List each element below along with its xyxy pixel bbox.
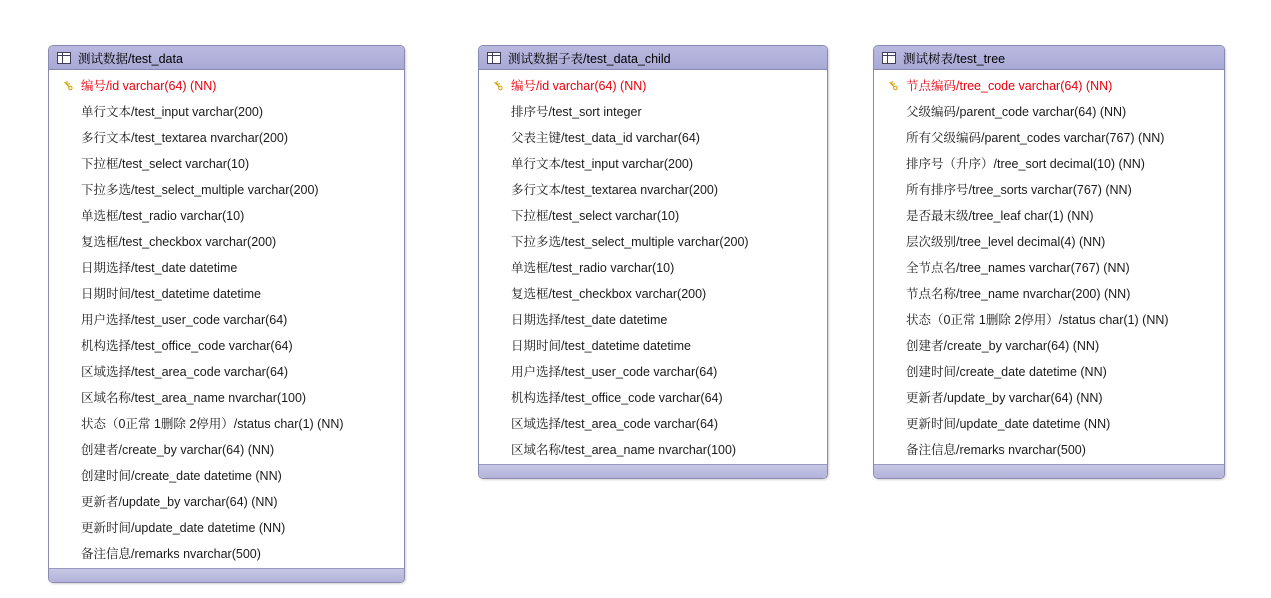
attribute-label: 节点编码/tree_code varchar(64) (NN) [906, 79, 1113, 93]
attribute-row[interactable] [49, 202, 404, 228]
attribute-row[interactable] [479, 384, 827, 410]
attribute-row[interactable] [874, 332, 1224, 358]
attribute-row[interactable] [49, 228, 404, 254]
entity-test_data[interactable] [48, 45, 405, 583]
attribute-label: 排序号/test_sort integer [511, 105, 642, 119]
attribute-label: 是否最末级/tree_leaf char(1) (NN) [906, 209, 1094, 223]
attribute-row[interactable] [479, 228, 827, 254]
attribute-label: 编号/id varchar(64) (NN) [511, 79, 647, 93]
attribute-row[interactable] [874, 436, 1224, 462]
attribute-row[interactable] [49, 384, 404, 410]
attribute-label: 编号/id varchar(64) (NN) [81, 79, 217, 93]
attribute-label: 区域名称/test_area_name nvarchar(100) [511, 443, 737, 457]
entity-title: 测试数据/test_data [78, 51, 183, 66]
attribute-row[interactable] [874, 410, 1224, 436]
attribute-label: 单选框/test_radio varchar(10) [81, 209, 245, 223]
attribute-label: 创建者/create_by varchar(64) (NN) [81, 443, 275, 457]
attribute-row[interactable] [49, 436, 404, 462]
attribute-label: 下拉多选/test_select_multiple varchar(200) [511, 235, 749, 249]
attribute-row[interactable] [49, 462, 404, 488]
attribute-label: 用户选择/test_user_code varchar(64) [81, 313, 288, 327]
attribute-row[interactable] [479, 176, 827, 202]
attribute-row[interactable] [874, 306, 1224, 332]
attribute-row[interactable] [49, 410, 404, 436]
attribute-label: 机构选择/test_office_code varchar(64) [511, 391, 723, 405]
attribute-label: 备注信息/remarks nvarchar(500) [81, 547, 261, 561]
attribute-row[interactable] [479, 332, 827, 358]
attribute-row[interactable] [49, 254, 404, 280]
attribute-row[interactable] [479, 150, 827, 176]
attribute-row[interactable] [49, 514, 404, 540]
attribute-row[interactable] [49, 540, 404, 566]
attribute-label: 创建时间/create_date datetime (NN) [81, 469, 282, 483]
attribute-label: 状态（0正常 1删除 2停用）/status char(1) (NN) [81, 417, 344, 431]
entity-attribute-list [874, 70, 1224, 464]
primary-key-icon: ⚷ [489, 76, 507, 94]
attribute-row[interactable] [479, 436, 827, 462]
primary-key-icon: ⚷ [884, 76, 902, 94]
table-icon [487, 52, 501, 64]
attribute-label: 备注信息/remarks nvarchar(500) [906, 443, 1086, 457]
attribute-row[interactable] [479, 306, 827, 332]
attribute-label: 层次级别/tree_level decimal(4) (NN) [906, 235, 1106, 249]
table-icon [57, 52, 71, 64]
attribute-row[interactable] [874, 358, 1224, 384]
attribute-row[interactable] [874, 124, 1224, 150]
attribute-row[interactable] [874, 98, 1224, 124]
attribute-row[interactable] [479, 98, 827, 124]
attribute-label: 更新者/update_by varchar(64) (NN) [81, 495, 278, 509]
attribute-label: 更新时间/update_date datetime (NN) [906, 417, 1111, 431]
attribute-row-primary-key[interactable] [49, 72, 404, 98]
attribute-row[interactable] [479, 280, 827, 306]
attribute-row[interactable] [479, 410, 827, 436]
attribute-row[interactable] [49, 488, 404, 514]
attribute-label: 复选框/test_checkbox varchar(200) [511, 287, 707, 301]
attribute-row[interactable] [479, 124, 827, 150]
attribute-label: 区域名称/test_area_name nvarchar(100) [81, 391, 307, 405]
attribute-label: 全节点名/tree_names varchar(767) (NN) [906, 261, 1130, 275]
entity-attribute-list [49, 70, 404, 568]
attribute-row[interactable] [874, 202, 1224, 228]
entity-header[interactable] [479, 46, 827, 70]
attribute-label: 下拉多选/test_select_multiple varchar(200) [81, 183, 319, 197]
entity-footer [479, 464, 827, 478]
attribute-label: 节点名称/tree_name nvarchar(200) (NN) [906, 287, 1131, 301]
entity-title: 测试数据子表/test_data_child [508, 51, 671, 66]
attribute-label: 多行文本/test_textarea nvarchar(200) [511, 183, 719, 197]
attribute-label: 日期时间/test_datetime datetime [81, 287, 261, 301]
attribute-label: 用户选择/test_user_code varchar(64) [511, 365, 718, 379]
attribute-label: 所有父级编码/parent_codes varchar(767) (NN) [906, 131, 1165, 145]
attribute-row[interactable] [874, 384, 1224, 410]
attribute-row[interactable] [874, 228, 1224, 254]
attribute-label: 下拉框/test_select varchar(10) [81, 157, 250, 171]
entity-title: 测试树表/test_tree [903, 51, 1006, 66]
primary-key-icon: ⚷ [59, 76, 77, 94]
attribute-label: 多行文本/test_textarea nvarchar(200) [81, 131, 289, 145]
attribute-label: 更新时间/update_date datetime (NN) [81, 521, 286, 535]
table-icon [882, 52, 896, 64]
entity-attribute-list [479, 70, 827, 464]
attribute-row[interactable] [49, 98, 404, 124]
attribute-label: 单行文本/test_input varchar(200) [81, 105, 264, 119]
attribute-row[interactable] [479, 358, 827, 384]
attribute-label: 父表主键/test_data_id varchar(64) [511, 131, 700, 145]
attribute-row[interactable] [49, 358, 404, 384]
attribute-row[interactable] [874, 280, 1224, 306]
attribute-label: 状态（0正常 1删除 2停用）/status char(1) (NN) [906, 313, 1169, 327]
attribute-row[interactable] [49, 124, 404, 150]
attribute-label: 下拉框/test_select varchar(10) [511, 209, 680, 223]
attribute-label: 日期时间/test_datetime datetime [511, 339, 691, 353]
attribute-label: 机构选择/test_office_code varchar(64) [81, 339, 293, 353]
attribute-row[interactable] [49, 332, 404, 358]
entity-footer [49, 568, 404, 582]
attribute-label: 单行文本/test_input varchar(200) [511, 157, 694, 171]
attribute-label: 所有排序号/tree_sorts varchar(767) (NN) [906, 183, 1132, 197]
attribute-label: 创建时间/create_date datetime (NN) [906, 365, 1107, 379]
attribute-row[interactable] [479, 254, 827, 280]
attribute-row[interactable] [479, 202, 827, 228]
attribute-label: 父级编码/parent_code varchar(64) (NN) [906, 105, 1127, 119]
attribute-label: 复选框/test_checkbox varchar(200) [81, 235, 277, 249]
attribute-row[interactable] [49, 280, 404, 306]
attribute-row-primary-key[interactable] [479, 72, 827, 98]
attribute-row[interactable] [874, 176, 1224, 202]
entity-header[interactable] [874, 46, 1224, 70]
attribute-row[interactable] [49, 150, 404, 176]
attribute-label: 单选框/test_radio varchar(10) [511, 261, 675, 275]
attribute-label: 创建者/create_by varchar(64) (NN) [906, 339, 1100, 353]
attribute-label: 更新者/update_by varchar(64) (NN) [906, 391, 1103, 405]
attribute-row[interactable] [874, 150, 1224, 176]
entity-test_data_child[interactable] [478, 45, 828, 479]
attribute-row-primary-key[interactable] [874, 72, 1224, 98]
attribute-row[interactable] [49, 306, 404, 332]
entity-header[interactable] [49, 46, 404, 70]
attribute-label: 区域选择/test_area_code varchar(64) [511, 417, 719, 431]
attribute-label: 日期选择/test_date datetime [511, 313, 668, 327]
attribute-row[interactable] [49, 176, 404, 202]
entity-test_tree[interactable] [873, 45, 1225, 479]
attribute-label: 排序号（升序）/tree_sort decimal(10) (NN) [906, 157, 1145, 171]
attribute-label: 日期选择/test_date datetime [81, 261, 238, 275]
attribute-label: 区域选择/test_area_code varchar(64) [81, 365, 289, 379]
entity-footer [874, 464, 1224, 478]
attribute-row[interactable] [874, 254, 1224, 280]
